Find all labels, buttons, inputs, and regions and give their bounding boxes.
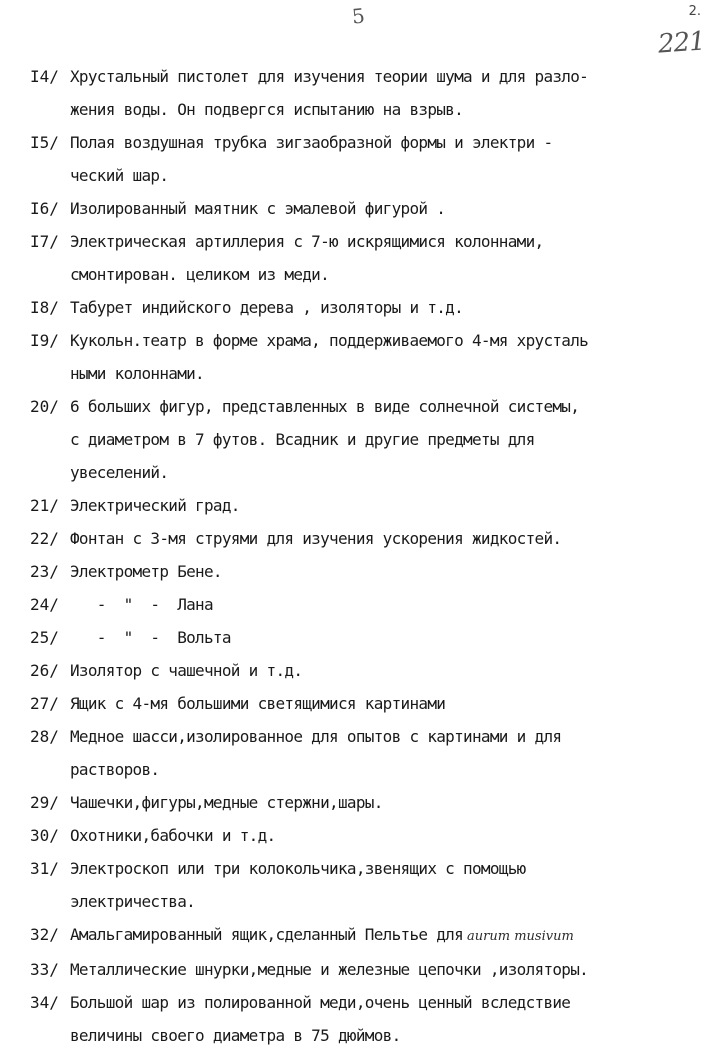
list-item bbox=[30, 621, 715, 654]
item-line-text: растворов. bbox=[70, 760, 160, 779]
item-line-text: Большой шар из полированной меди,очень ценный вследствие bbox=[70, 993, 571, 1012]
item-text-line bbox=[70, 159, 552, 192]
item-number: 31/ bbox=[30, 859, 59, 878]
item-text bbox=[70, 654, 302, 687]
list-item bbox=[30, 918, 715, 953]
item-text bbox=[70, 522, 561, 555]
item-number: 30/ bbox=[30, 826, 59, 845]
item-line-text: Электрический град. bbox=[70, 496, 240, 515]
item-line-text: - " - Вольта bbox=[70, 628, 231, 647]
list-item bbox=[30, 720, 715, 786]
item-text bbox=[70, 621, 231, 654]
item-text bbox=[70, 555, 222, 588]
item-text bbox=[70, 291, 463, 324]
item-line-text: величины своего диаметра в 75 дюймов. bbox=[70, 1026, 401, 1045]
item-text-line bbox=[70, 819, 275, 852]
item-line-text: Ящик с 4-мя большими светящимися картинами bbox=[70, 694, 446, 713]
handwritten-note: aurum musivum bbox=[467, 929, 574, 944]
item-number: 29/ bbox=[30, 793, 59, 812]
item-text bbox=[70, 918, 574, 953]
list-item bbox=[30, 786, 715, 819]
list-item bbox=[30, 192, 715, 225]
item-text-line bbox=[70, 621, 231, 654]
item-line-text: Амальгамированный ящик,сделанный Пельтье для bbox=[70, 925, 464, 944]
item-line-text: электричества. bbox=[70, 892, 196, 911]
item-number: I5/ bbox=[30, 133, 59, 152]
item-text bbox=[70, 852, 526, 918]
item-text-line bbox=[70, 753, 561, 786]
item-text-line bbox=[70, 291, 463, 324]
item-number: I6/ bbox=[30, 199, 59, 218]
list-item bbox=[30, 522, 715, 555]
list-item bbox=[30, 60, 715, 126]
item-text-line bbox=[70, 93, 588, 126]
item-text-line bbox=[70, 986, 570, 1019]
page-number: 5 bbox=[350, 3, 366, 29]
item-line-text: Полая воздушная трубка зигзаобразной формы и электри - bbox=[70, 133, 553, 152]
item-line-text: Изолятор с чашечной и т.д. bbox=[70, 661, 303, 680]
item-line-text: Чашечки,фигуры,медные стержни,шары. bbox=[70, 793, 383, 812]
item-line-text: Изолированный маятник с эмалевой фигурой . bbox=[70, 199, 446, 218]
item-text-line bbox=[70, 357, 588, 390]
item-text-line bbox=[70, 953, 588, 986]
item-number: 32/ bbox=[30, 925, 59, 944]
item-line-text: Металлические шнурки,медные и железные цепочки ,изоляторы. bbox=[70, 960, 589, 979]
item-text bbox=[70, 489, 240, 522]
item-text bbox=[70, 192, 445, 225]
list-item bbox=[30, 654, 715, 687]
item-text bbox=[70, 60, 588, 126]
item-text-line bbox=[70, 654, 302, 687]
item-line-text: Электрическая артиллерия с 7-ю искрящимися колоннами, bbox=[70, 232, 544, 251]
item-text-line bbox=[70, 192, 445, 225]
item-text bbox=[70, 588, 213, 621]
item-number: 33/ bbox=[30, 960, 59, 979]
item-text-line bbox=[70, 1019, 570, 1052]
item-line-text: Электроскоп или три колокольчика,звенящих с помощью bbox=[70, 859, 526, 878]
list-item bbox=[30, 291, 715, 324]
item-text bbox=[70, 324, 588, 390]
item-text-line bbox=[70, 324, 588, 357]
item-text-line bbox=[70, 489, 240, 522]
item-number: 28/ bbox=[30, 727, 59, 746]
item-line-text: увеселений. bbox=[70, 463, 169, 482]
item-number: I8/ bbox=[30, 298, 59, 317]
item-line-text: Электрометр Бене. bbox=[70, 562, 222, 581]
item-text-line bbox=[70, 885, 526, 918]
item-text-line bbox=[70, 852, 526, 885]
item-line-text: Охотники,бабочки и т.д. bbox=[70, 826, 276, 845]
corner-mark: 2. bbox=[688, 4, 701, 19]
list-item bbox=[30, 852, 715, 918]
list-item bbox=[30, 986, 715, 1052]
item-line-text: Фонтан с 3-мя струями для изучения ускорения жидкостей. bbox=[70, 529, 562, 548]
item-text bbox=[70, 687, 445, 720]
list-item bbox=[30, 225, 715, 291]
item-number: I4/ bbox=[30, 67, 59, 86]
item-text-line bbox=[70, 588, 213, 621]
item-number: 23/ bbox=[30, 562, 59, 581]
item-number: I7/ bbox=[30, 232, 59, 251]
list-item bbox=[30, 953, 715, 986]
item-text-line bbox=[70, 225, 543, 258]
list-item bbox=[30, 819, 715, 852]
item-text-line bbox=[70, 918, 574, 953]
list-item bbox=[30, 126, 715, 192]
item-text bbox=[70, 953, 588, 986]
archive-number: 221 bbox=[657, 26, 706, 60]
item-text-line bbox=[70, 555, 222, 588]
item-text-line bbox=[70, 423, 579, 456]
item-number: 21/ bbox=[30, 496, 59, 515]
item-line-text: ческий шар. bbox=[70, 166, 169, 185]
item-number: 20/ bbox=[30, 397, 59, 416]
list-item bbox=[30, 324, 715, 390]
item-text-line bbox=[70, 522, 561, 555]
list-item bbox=[30, 489, 715, 522]
item-number: 22/ bbox=[30, 529, 59, 548]
item-number: 27/ bbox=[30, 694, 59, 713]
item-text bbox=[70, 225, 543, 291]
item-line-text: с диаметром в 7 футов. Всадник и другие предметы для bbox=[70, 430, 535, 449]
item-text-line bbox=[70, 687, 445, 720]
item-number: 24/ bbox=[30, 595, 59, 614]
list-item bbox=[30, 390, 715, 489]
item-line-text: - " - Лана bbox=[70, 595, 213, 614]
item-number: 34/ bbox=[30, 993, 59, 1012]
item-text bbox=[70, 986, 570, 1052]
item-line-text: Кукольн.театр в форме храма, поддерживаемого 4-мя хрусталь bbox=[70, 331, 589, 350]
item-text bbox=[70, 786, 383, 819]
item-number: 26/ bbox=[30, 661, 59, 680]
item-number: I9/ bbox=[30, 331, 59, 350]
item-number: 25/ bbox=[30, 628, 59, 647]
item-text-line bbox=[70, 390, 579, 423]
inventory-list bbox=[30, 60, 715, 1052]
item-line-text: Хрустальный пистолет для изучения теории шума и для разло- bbox=[70, 67, 589, 86]
item-line-text: Медное шасси,изолированное для опытов с картинами и для bbox=[70, 727, 562, 746]
item-text-line bbox=[70, 786, 383, 819]
item-text-line bbox=[70, 456, 579, 489]
item-line-text: жения воды. Он подвергся испытанию на взрыв. bbox=[70, 100, 464, 119]
item-line-text: 6 больших фигур, представленных в виде солнечной системы, bbox=[70, 397, 580, 416]
item-text bbox=[70, 126, 552, 192]
list-item bbox=[30, 588, 715, 621]
item-text bbox=[70, 720, 561, 786]
item-text bbox=[70, 819, 275, 852]
list-item bbox=[30, 687, 715, 720]
item-text-line bbox=[70, 720, 561, 753]
item-text-line bbox=[70, 60, 588, 93]
item-text-line bbox=[70, 126, 552, 159]
item-text-line bbox=[70, 258, 543, 291]
item-line-text: ными колоннами. bbox=[70, 364, 204, 383]
item-line-text: смонтирован. целиком из меди. bbox=[70, 265, 330, 284]
item-text bbox=[70, 390, 579, 489]
list-item bbox=[30, 555, 715, 588]
item-line-text: Табурет индийского дерева , изоляторы и т.д. bbox=[70, 298, 464, 317]
